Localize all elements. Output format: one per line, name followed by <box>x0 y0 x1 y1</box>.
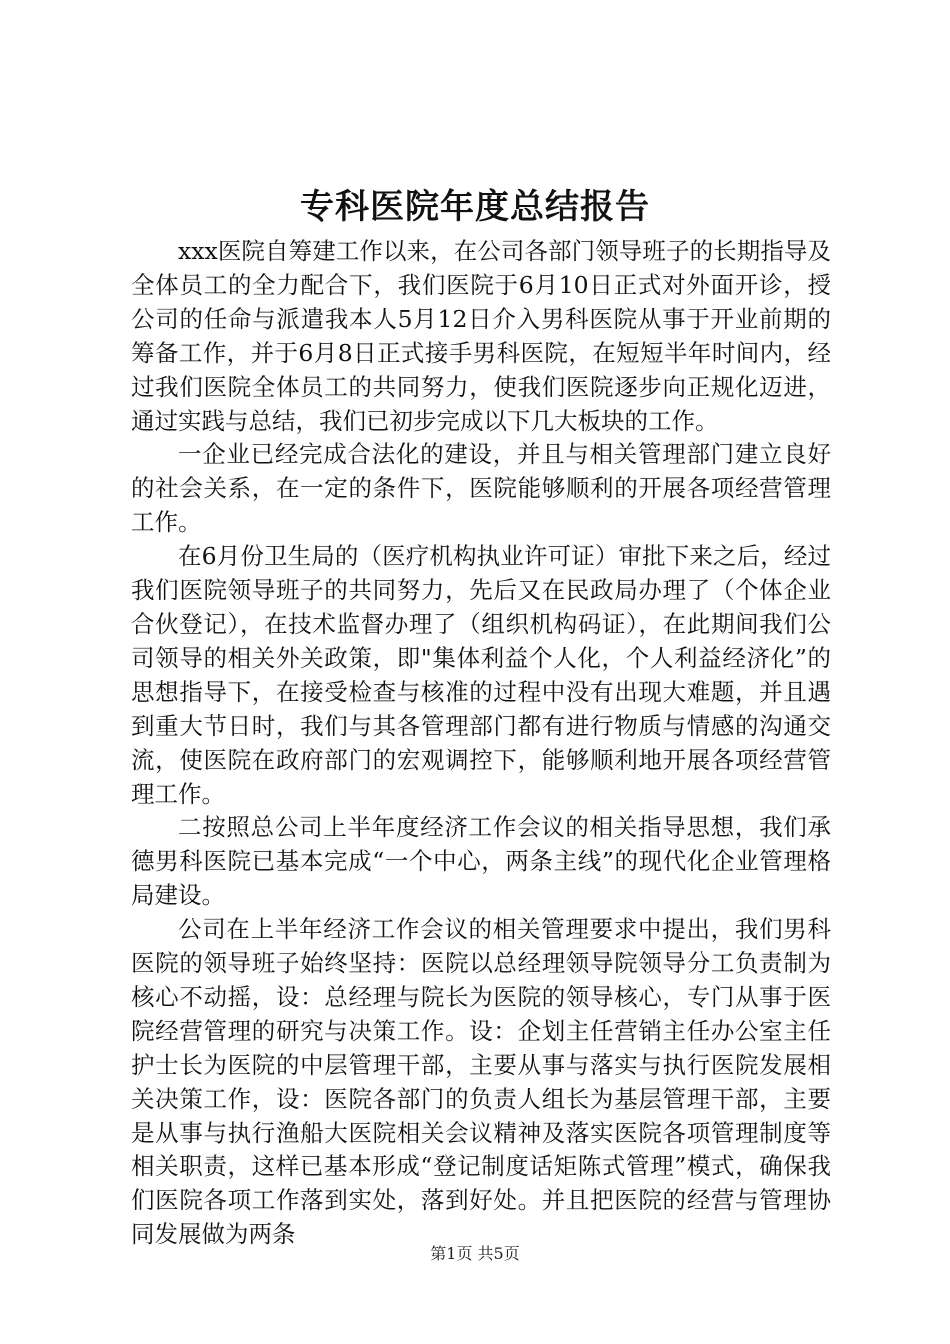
paragraph-management-structure: 二按照总公司上半年度经济工作会议的相关指导思想，我们承德男科医院已基本完成“一个中心，两条主线”的现代化企业管理格局建设。 <box>131 813 831 910</box>
document-title: 专科医院年度总结报告 <box>300 187 650 227</box>
paragraph-licenses: 在6月份卫生局的（医疗机构执业许可证）审批下来之后，经过我们医院领导班子的共同努力，先后又在民政局办理了（个体企业合伙登记），在技术监督办理了（组织机构码证），在此期间我们公司领导的相关外关政策，即"集体利益个人化，个人利益经济化”的思想指导下，在接受检查与核准的过程中没有出现大难题，并且遇到重大节日时，我们与其各管理部门都有进行物质与情感的沟通交流，使医院在政府部门的宏观调控下，能够顺利地开展各项经营管理工作。 <box>131 542 831 808</box>
paragraph-intro: xxx医院自筹建工作以来，在公司各部门领导班子的长期指导及全体员工的全力配合下，我们医院于6月10日正式对外面开诊，授公司的任命与派遣我本人5月12日介入男科医院从事于开业前期的筹备工作，并于6月8日正式接手男科医院，在短短半年时间内，经过我们医院全体员工的共同努力，使我们医院逐步向正规化迈进，通过实践与总结，我们已初步完成以下几大板块的工作。 <box>131 237 831 435</box>
paragraph-legal-construction: 一企业已经完成合法化的建设，并且与相关管理部门建立良好的社会关系，在一定的条件下，医院能够顺利的开展各项经营管理工作。 <box>131 440 831 537</box>
page-number-footer: 第1页 共5页 <box>430 1244 520 1263</box>
paragraph-leadership: 公司在上半年经济工作会议的相关管理要求中提出，我们男科医院的领导班子始终坚持：医院以总经理领导院领导分工负责制为核心不动摇，设：总经理与院长为医院的领导核心，专门从事于医院经营管理的研究与决策工作。设：企划主任营销主任办公室主任护士长为医院的中层管理干部，主要从事与落实与执行医院发展相关决策工作，设：医院各部门的负责人组长为基层管理干部，主要是从事与执行渔船大医院相关会议精神及落实医院各项管理制度等相关职责，这样已基本形成“登记制度话矩陈式管理”模式，确保我们医院各项工作落到实处，落到好处。并且把医院的经营与管理协同发展做为两条 <box>131 915 831 1249</box>
document-body <box>131 235 831 1252</box>
